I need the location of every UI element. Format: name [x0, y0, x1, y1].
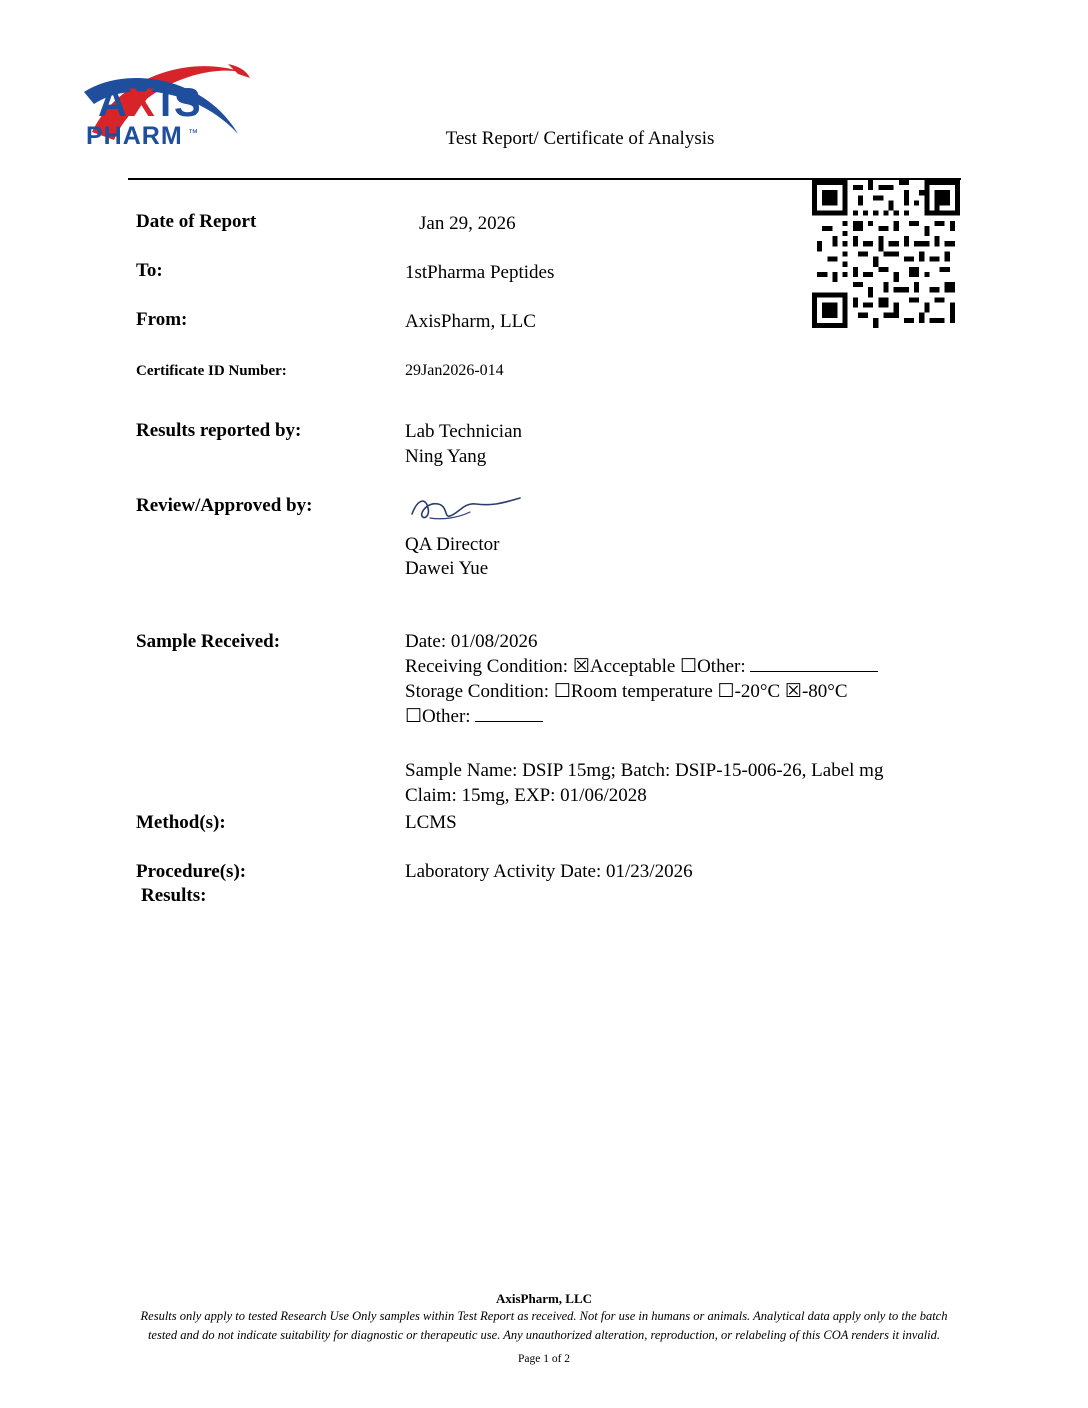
label-from: From: [136, 309, 188, 330]
svg-text:™: ™ [188, 128, 198, 139]
value-storage-condition: Storage Condition: ☐Room temperature ☐-20°C ☒-80°C [405, 681, 848, 702]
svg-text:A: A [98, 81, 128, 125]
value-approved-by-name: Dawei Yue [405, 558, 489, 579]
footer-company: AxisPharm, LLC [495, 1291, 593, 1306]
value-storage-other [405, 704, 805, 729]
label-results: Results: [141, 885, 207, 906]
storage-other-blank [475, 704, 543, 722]
value-reported-by-role: Lab Technician [405, 421, 523, 442]
value-receiving-condition [405, 654, 965, 679]
receiving-condition-other-blank [750, 654, 878, 672]
value-sample-received-date: Date: 01/08/2026 [405, 631, 538, 652]
value-sample-name-line1: Sample Name: DSIP 15mg; Batch: DSIP-15-006-26, Label mg [405, 760, 884, 781]
label-methods: Method(s): [136, 812, 226, 833]
svg-text:X: X [128, 81, 156, 125]
value-date-of-report: Jan 29, 2026 [419, 213, 516, 234]
label-date-of-report: Date of Report [136, 211, 257, 232]
label-sample-received: Sample Received: [136, 631, 281, 652]
axispharm-logo [78, 48, 258, 158]
label-certificate-id: Certificate ID Number: [136, 363, 287, 379]
label-procedures: Procedure(s): [136, 861, 247, 882]
svg-text:S: S [174, 81, 202, 125]
value-approved-by-role: QA Director [405, 534, 500, 555]
label-review-approved-by: Review/Approved by: [136, 495, 313, 516]
value-sample-name-line2: Claim: 15mg, EXP: 01/06/2028 [405, 785, 647, 806]
value-methods: LCMS [405, 812, 457, 833]
receiving-condition-text: Receiving Condition: ☒Acceptable ☐Other: [405, 656, 751, 677]
value-reported-by-name: Ning Yang [405, 446, 487, 467]
footer-disclaimer-line1: Results only apply to tested Research Use Only samples within Test Report as received. Not for use in humans or animals. Analytical data apply only to the batch [140, 1309, 948, 1323]
footer-disclaimer [134, 1307, 954, 1345]
document-title: Test Report/ Certificate of Analysis [445, 128, 715, 149]
value-procedures: Laboratory Activity Date: 01/23/2026 [405, 861, 693, 882]
footer-page-number: Page 1 of 2 [517, 1353, 571, 1365]
value-certificate-id: 29Jan2026-014 [405, 362, 504, 379]
label-results-reported-by: Results reported by: [136, 420, 302, 441]
svg-text:PHARM: PHARM [86, 122, 183, 150]
value-to: 1stPharma Peptides [405, 262, 555, 283]
label-to: To: [136, 260, 163, 281]
footer-disclaimer-line2: tested and do not indicate suitability for diagnostic or therapeutic use. Any unauthorized alteration, reproduction, or relabeling of this COA renders it invalid. [147, 1328, 941, 1342]
value-from: AxisPharm, LLC [405, 311, 536, 332]
storage-other-text: ☐Other: [405, 706, 476, 727]
qr-code-icon [812, 180, 960, 328]
svg-text:I: I [160, 81, 173, 125]
signature-image [404, 492, 544, 526]
